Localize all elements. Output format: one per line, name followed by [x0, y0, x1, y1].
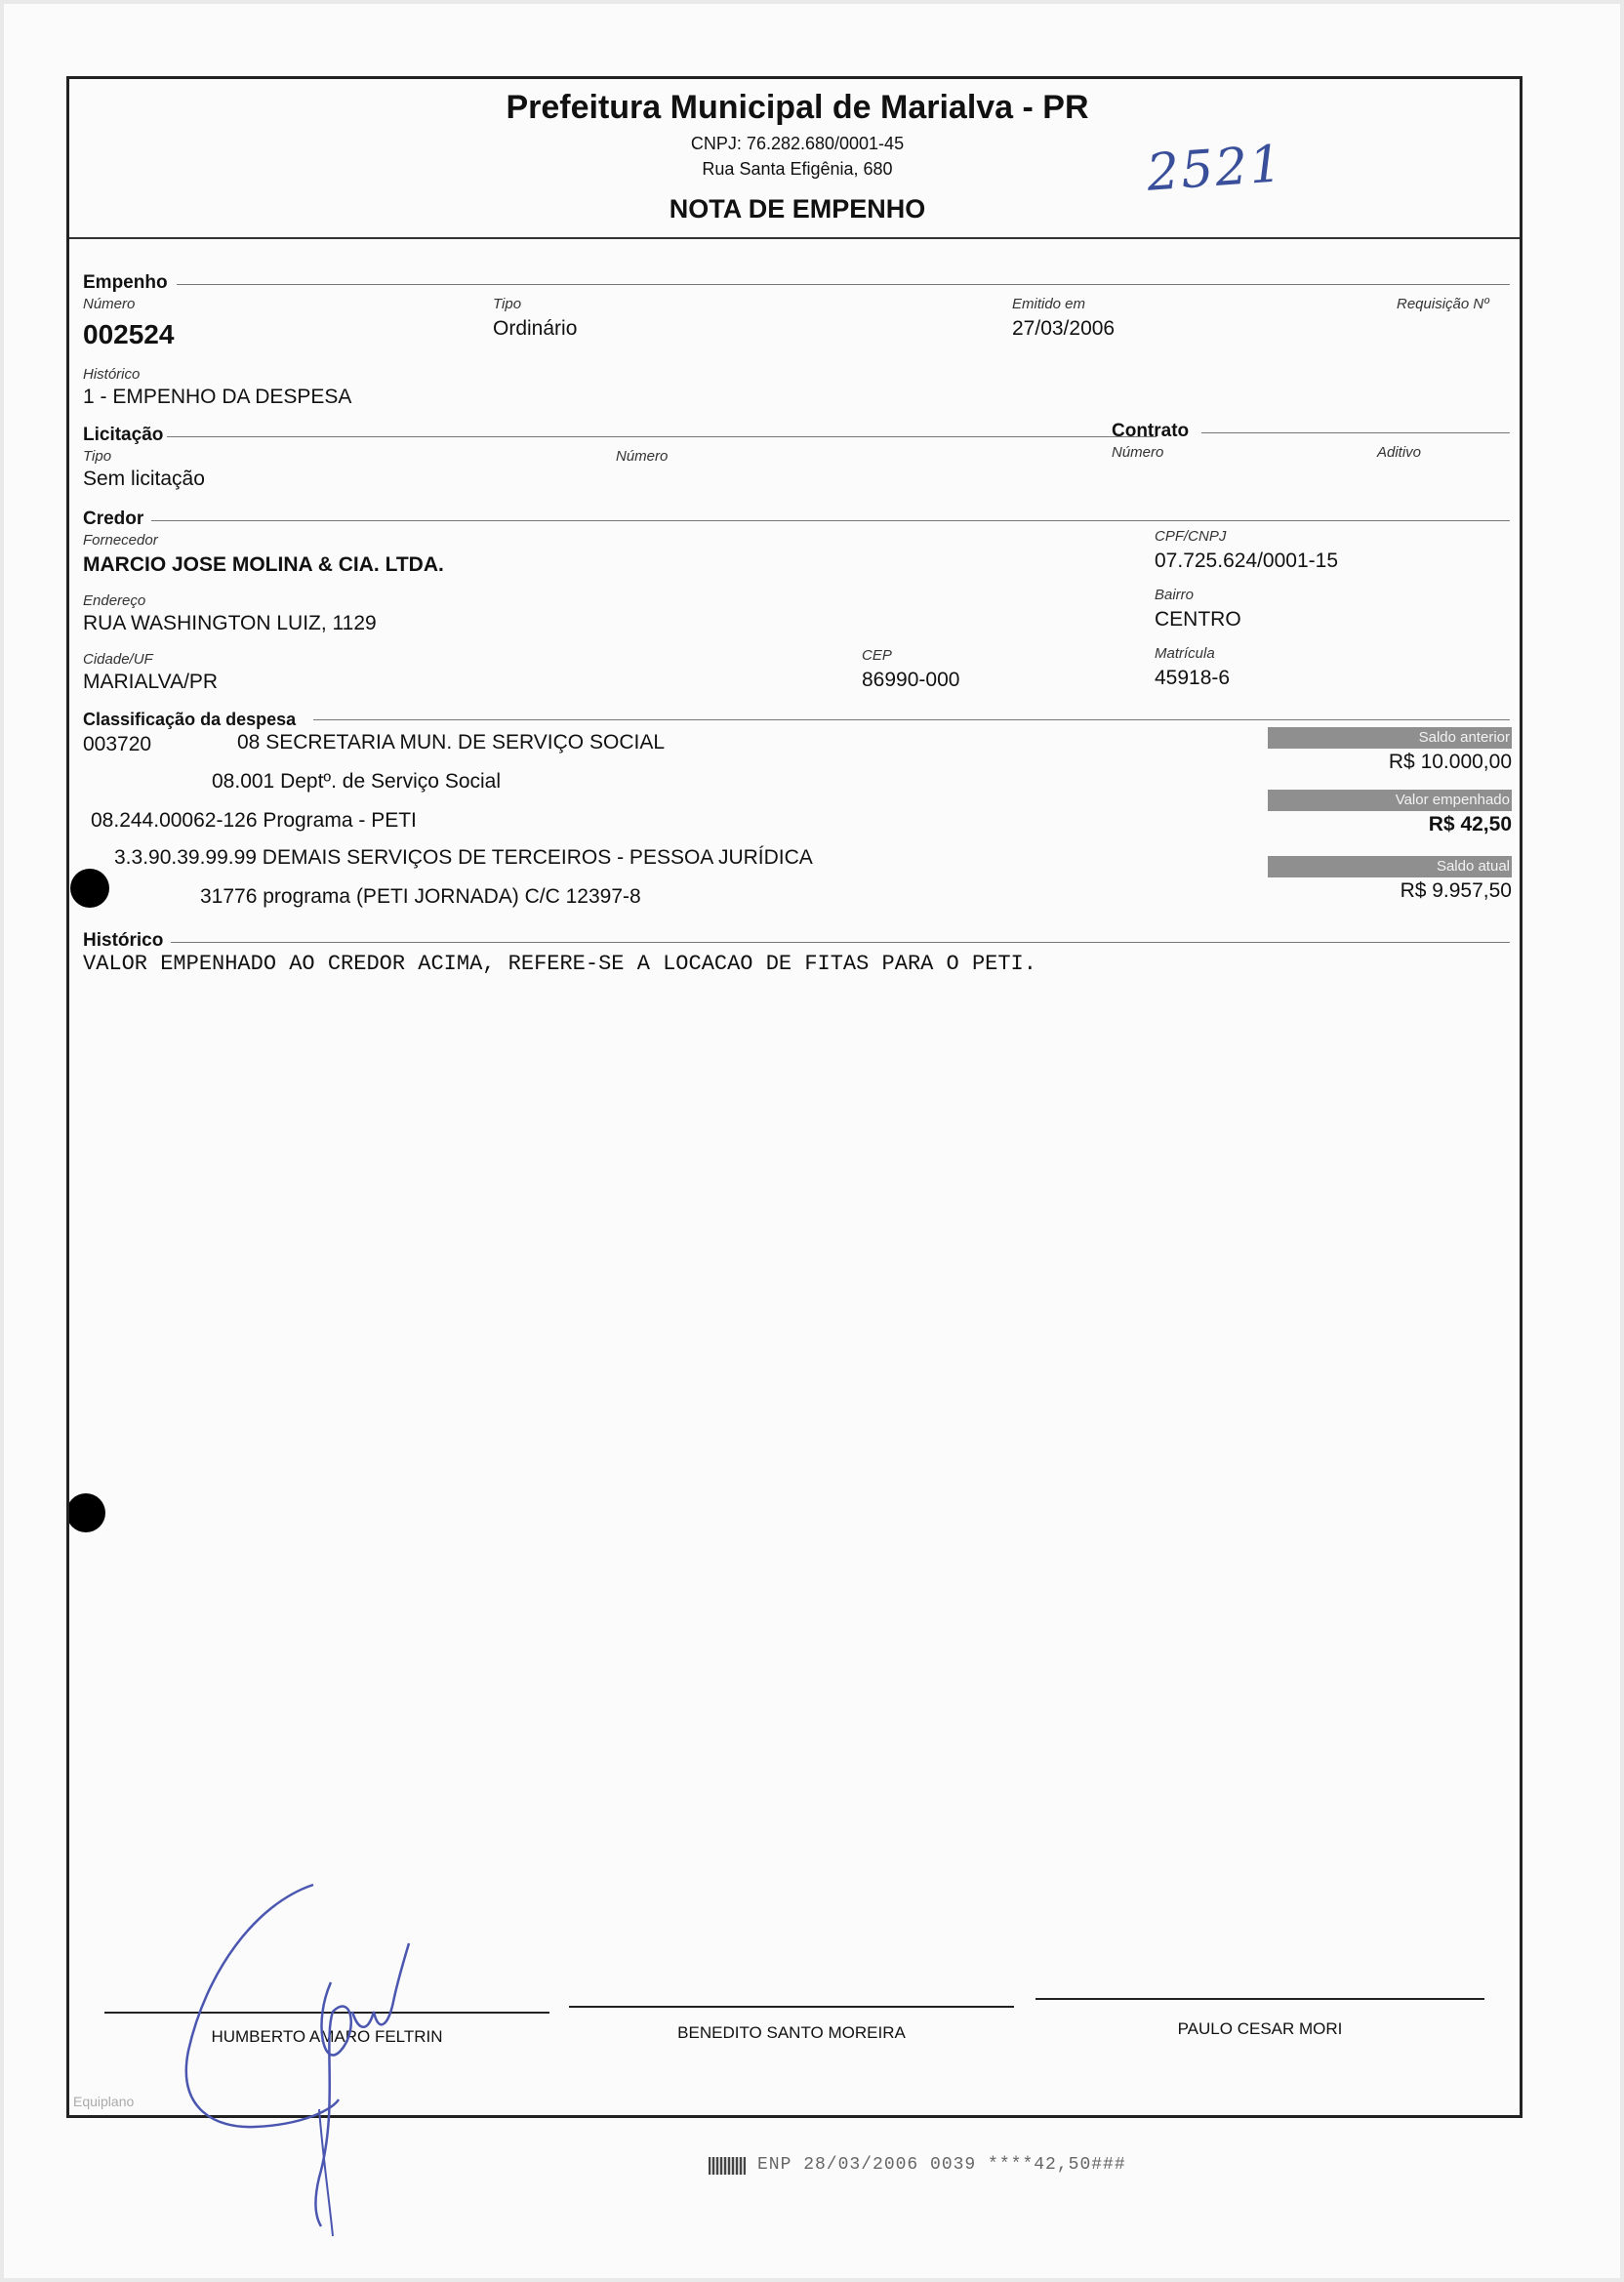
section-divider: [177, 284, 1510, 285]
tipo-label: Tipo: [493, 296, 522, 312]
historico-text: VALOR EMPENHADO AO CREDOR ACIMA, REFERE-SE A LOCACAO DE FITAS PARA O PETI.: [83, 952, 1036, 976]
nota-de-empenho-form: [66, 76, 1522, 2118]
matricula-label: Matrícula: [1155, 645, 1215, 662]
requisicao-label: Requisição Nº: [1397, 296, 1489, 312]
matricula-value: 45918-6: [1155, 667, 1231, 689]
cidade-value: MARIALVA/PR: [83, 671, 219, 693]
header-cnpj: CNPJ: 76.282.680/0001-45: [690, 134, 905, 153]
bairro-label: Bairro: [1155, 587, 1195, 603]
document-page: [4, 4, 1620, 2278]
handwritten-signature: [167, 1865, 499, 2256]
section-divider: [151, 520, 1510, 521]
section-empenho: Empenho: [83, 272, 168, 293]
signature-name: BENEDITO SANTO MOREIRA: [677, 2023, 906, 2042]
footer-software: Equiplano: [73, 2094, 135, 2109]
classificacao-line: 31776 programa (PETI JORNADA) C/C 12397-8: [200, 885, 641, 908]
numero-label: Número: [83, 296, 136, 312]
classificacao-line: 08 SECRETARIA MUN. DE SERVIÇO SOCIAL: [237, 731, 666, 754]
classificacao-line: 08.001 Deptº. de Serviço Social: [212, 770, 502, 793]
emitido-label: Emitido em: [1012, 296, 1086, 312]
contrato-numero-label: Número: [1112, 444, 1164, 461]
endereco-label: Endereço: [83, 592, 146, 609]
cpf-value: 07.725.624/0001-15: [1155, 550, 1339, 572]
page-title: Prefeitura Municipal de Marialva - PR: [506, 89, 1089, 126]
section-historico: Histórico: [83, 930, 164, 951]
valor-empenhado-value: R$ 42,50: [1428, 813, 1512, 835]
header-divider: [69, 237, 1520, 239]
classificacao-line: 3.3.90.39.99.99 DEMAIS SERVIÇOS DE TERCEIROS - PESSOA JURÍDICA: [114, 846, 813, 869]
signature-name: HUMBERTO AMARO FELTRIN: [211, 2027, 443, 2046]
contrato-aditivo-label: Aditivo: [1377, 444, 1422, 461]
licitacao-tipo-label: Tipo: [83, 448, 112, 465]
section-divider: [313, 719, 1510, 720]
validation-stamp: ENP 28/03/2006 0039 ****42,50###: [757, 2155, 1126, 2175]
section-divider: [167, 436, 1157, 437]
saldo-atual-label: Saldo atual: [1268, 856, 1512, 877]
fornecedor-label: Fornecedor: [83, 532, 158, 549]
section-licitacao: Licitação: [83, 425, 164, 445]
cidade-label: Cidade/UF: [83, 651, 153, 668]
empenho-tipo: Ordinário: [493, 317, 578, 340]
classificacao-code: 003720: [83, 733, 152, 755]
section-divider: [1201, 432, 1510, 433]
emitido-date: 27/03/2006: [1012, 317, 1116, 340]
licitacao-tipo: Sem licitação: [83, 468, 205, 490]
handwritten-number: 2521: [1145, 135, 1286, 203]
endereco-value: RUA WASHINGTON LUIZ, 1129: [83, 612, 377, 634]
valor-empenhado-label: Valor empenhado: [1268, 790, 1512, 811]
document-title: NOTA DE EMPENHO: [669, 194, 926, 224]
empenho-historico: 1 - EMPENHO DA DESPESA: [83, 386, 352, 408]
licitacao-numero-label: Número: [616, 448, 669, 465]
empenho-numero: 002524: [83, 319, 175, 349]
barcode-mark: [709, 2157, 746, 2175]
section-contrato: Contrato: [1112, 421, 1190, 441]
signature-line: [569, 2006, 1014, 2008]
bairro-value: CENTRO: [1155, 608, 1241, 631]
header-address: Rua Santa Efigênia, 680: [702, 159, 893, 179]
section-credor: Credor: [83, 509, 144, 529]
saldo-atual-value: R$ 9.957,50: [1400, 879, 1512, 902]
section-divider: [171, 942, 1510, 943]
classificacao-line: 08.244.00062-126 Programa - PETI: [91, 809, 417, 832]
signature-line: [1035, 1998, 1484, 2000]
saldo-anterior-value: R$ 10.000,00: [1388, 751, 1512, 773]
saldo-anterior-label: Saldo anterior: [1268, 727, 1512, 749]
section-classificacao: Classificação da despesa: [83, 710, 297, 729]
signature-name: PAULO CESAR MORI: [1177, 2019, 1343, 2038]
historico-label: Histórico: [83, 366, 141, 383]
cep-label: CEP: [862, 647, 892, 664]
fornecedor-name: MARCIO JOSE MOLINA & CIA. LTDA.: [83, 553, 444, 576]
cpf-label: CPF/CNPJ: [1155, 528, 1227, 545]
cep-value: 86990-000: [862, 669, 960, 691]
